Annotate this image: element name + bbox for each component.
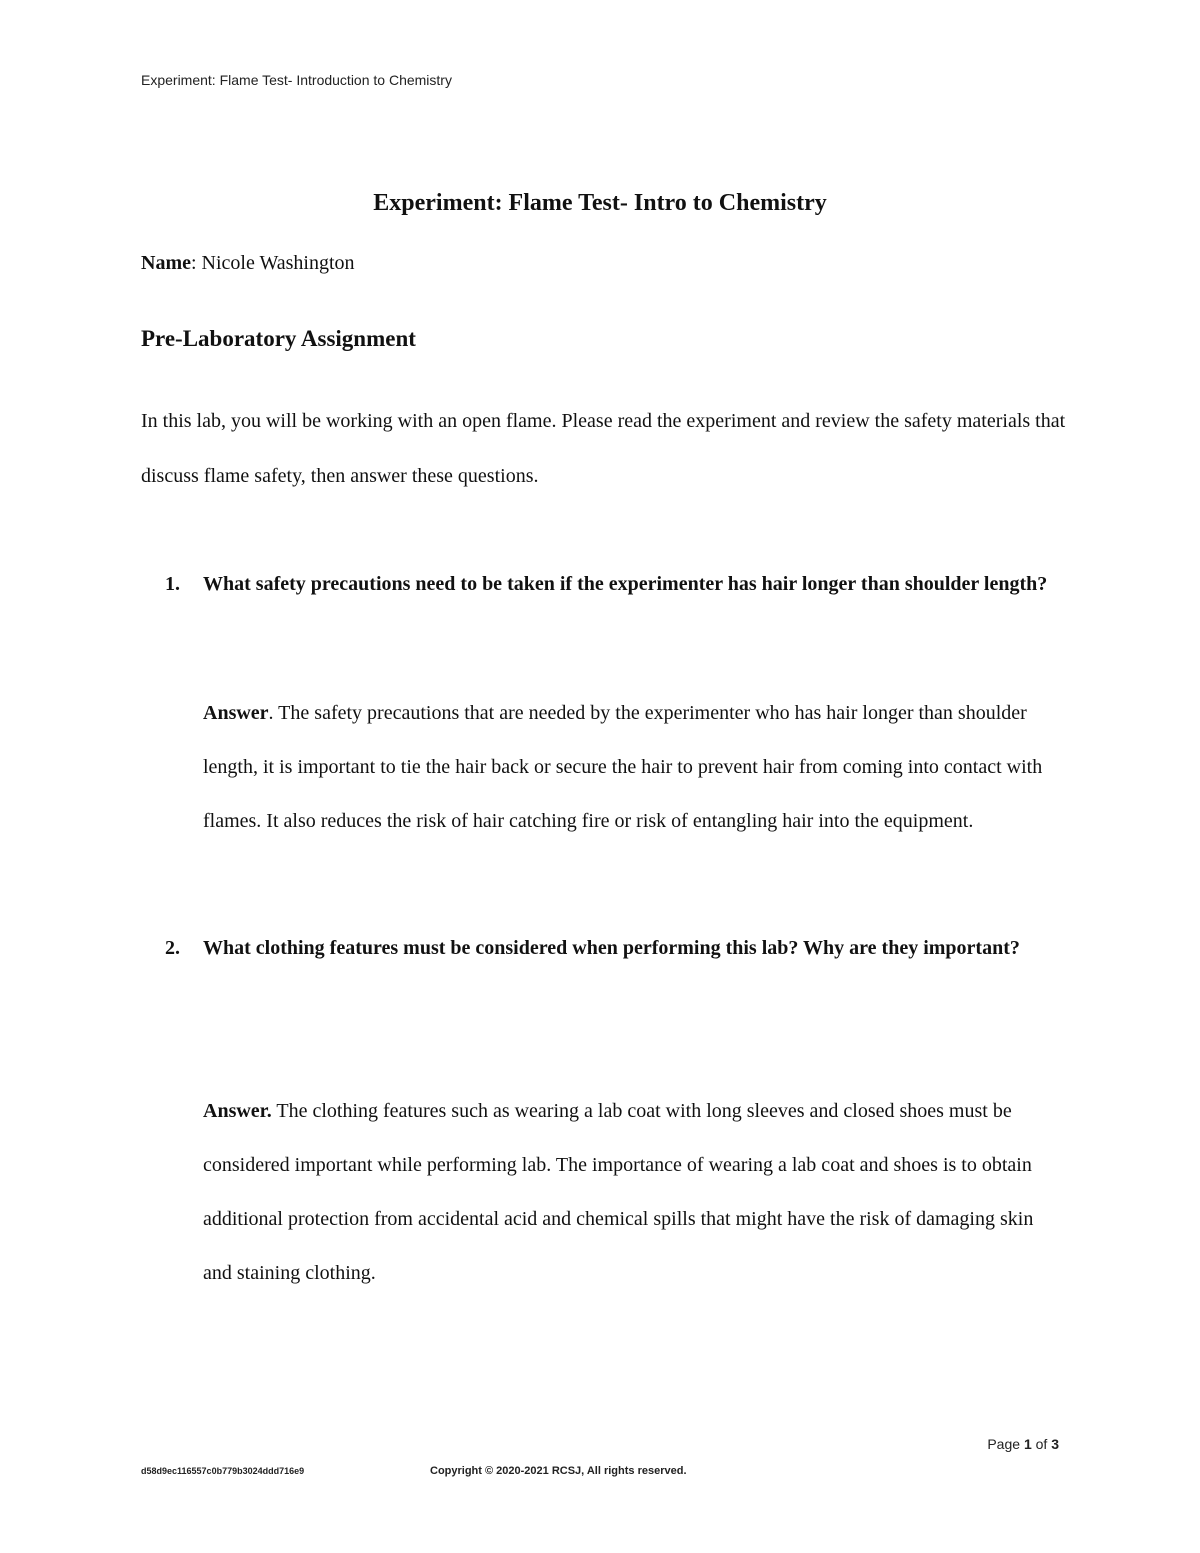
page-mid: of xyxy=(1031,1436,1052,1452)
document-hash: d58d9ec116557c0b779b3024ddd716e9 xyxy=(141,1466,305,1476)
running-header: Experiment: Flame Test- Introduction to Chemistry xyxy=(141,72,452,88)
page-number xyxy=(987,1436,1059,1452)
name-label: Name xyxy=(141,252,191,274)
page-total: 3 xyxy=(1051,1436,1059,1452)
answer-text: . The safety precautions that are needed by the experimenter who has hair longer than shoulder length, it is important to tie the hair back or secure the hair to prevent hair from coming into contact with flames. It also reduces the risk of hair catching fire or risk of entangling hair into the equipment. xyxy=(203,702,1043,832)
question-number: 2. xyxy=(165,937,180,959)
page-prefix: Page xyxy=(987,1436,1024,1452)
name-value: : Nicole Washington xyxy=(190,252,355,274)
question-text: What safety precautions need to be taken if the experimenter has hair longer than shoulder length? xyxy=(203,573,1048,595)
section-heading: Pre-Laboratory Assignment xyxy=(141,326,416,351)
document-title: Experiment: Flame Test- Intro to Chemistry xyxy=(373,190,827,216)
answer-label: Answer xyxy=(203,702,269,724)
answer-label: Answer. xyxy=(203,1100,272,1122)
name-line xyxy=(141,252,355,275)
answer-2 xyxy=(203,1084,1063,1300)
copyright-notice: Copyright © 2020-2021 RCSJ, All rights reserved. xyxy=(430,1465,687,1477)
answer-1 xyxy=(203,686,1063,848)
intro-paragraph: In this lab, you will be working with an open flame. Please read the experiment and review the safety materials that discuss flame safety, then answer these questions. xyxy=(141,410,1066,487)
answer-text: The clothing features such as wearing a lab coat with long sleeves and closed shoes must be considered important while performing lab. The importance of wearing a lab coat and shoes is to obtain additional protection from accidental acid and chemical spills that might have the risk of damaging skin and staining clothing. xyxy=(203,1100,1034,1284)
page-current: 1 xyxy=(1023,1436,1032,1452)
question-number: 1. xyxy=(165,573,180,595)
question-text: What clothing features must be considered when performing this lab? Why are they important? xyxy=(203,937,1020,959)
